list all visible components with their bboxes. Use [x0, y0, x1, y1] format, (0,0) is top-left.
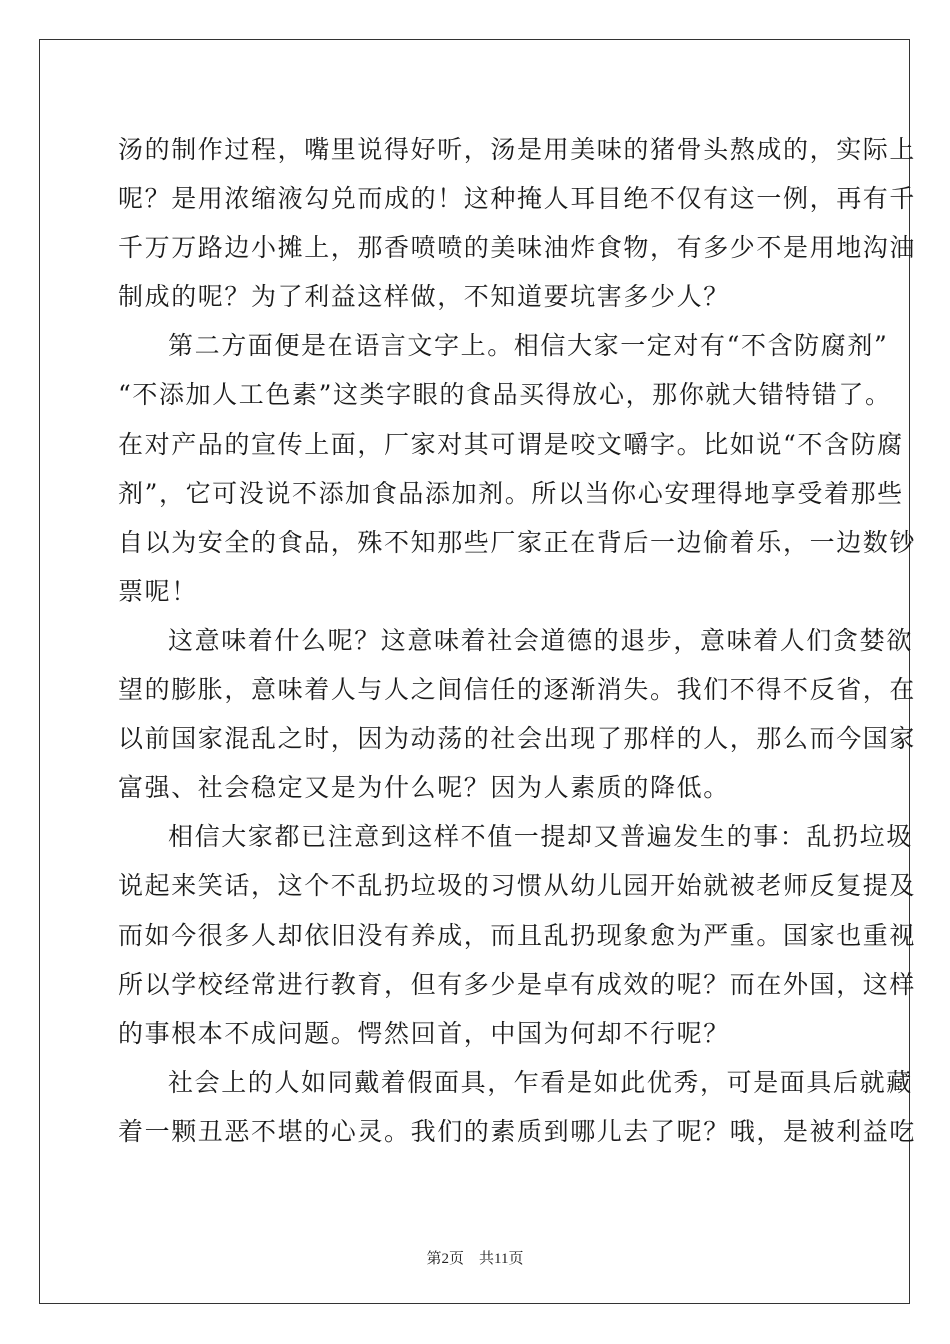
text-line: 以前国家混乱之时，因为动荡的社会出现了那样的人，那么而今国家 [118, 724, 917, 754]
text-line: 社会上的人如同戴着假面具，乍看是如此优秀，可是面具后就藏 [168, 1067, 913, 1097]
text-line: 剂”，它可没说不添加食品添加剂。所以当你心安理得地享受着那些 [118, 478, 904, 508]
text-line: 汤的制作过程，嘴里说得好听，汤是用美味的猪骨头熬成的，实际上 [118, 135, 917, 164]
text-line: 呢？是用浓缩液勾兑而成的！这种掩人耳目绝不仅有这一例，再有千 [118, 184, 917, 214]
page-number-footer: 第2页 共11页 [426, 1251, 524, 1267]
text-line: 而如今很多人却依旧没有养成，而且乱扔现象愈为严重。国家也重视 [118, 920, 917, 950]
text-line: 富强、社会稳定又是为什么呢？因为人素质的降低。 [118, 773, 730, 803]
text-line: 票呢！ [118, 576, 198, 606]
text-line: 在对产品的宣传上面，厂家对其可谓是咬文嚼字。比如说“不含防腐 [118, 429, 904, 459]
text-line: 说起来笑话，这个不乱扔垃圾的习惯从幼儿园开始就被老师反复提及 [118, 871, 917, 901]
text-line: 自以为安全的食品，殊不知那些厂家正在背后一边偷着乐，一边数钞 [118, 527, 917, 557]
text-line: 第二方面便是在语言文字上。相信大家一定对有“不含防腐剂” [168, 331, 889, 361]
text-line: 这意味着什么呢？这意味着社会道德的退步，意味着人们贪婪欲 [168, 625, 913, 655]
text-line: 的事根本不成问题。愕然回首，中国为何却不行呢？ [118, 1018, 730, 1048]
text-line: “不添加人工色素”这类字眼的食品买得放心，那你就大错特错了。 [118, 380, 892, 410]
text-line: 相信大家都已注意到这样不值一提却又普遍发生的事：乱扔垃圾 [168, 822, 913, 852]
text-line: 千万万路边小摊上，那香喷喷的美味油炸食物，有多少不是用地沟油 [118, 233, 917, 263]
document-body [118, 125, 917, 1156]
text-line: 制成的呢？为了利益这样做，不知道要坑害多少人？ [118, 282, 730, 312]
text-line: 着一颗丑恶不堪的心灵。我们的素质到哪儿去了呢？哦，是被利益吃 [118, 1116, 917, 1146]
text-line: 望的膨胀，意味着人与人之间信任的逐渐消失。我们不得不反省，在 [118, 675, 917, 705]
text-line: 所以学校经常进行教育，但有多少是卓有成效的呢？而在外国，这样 [118, 969, 917, 999]
